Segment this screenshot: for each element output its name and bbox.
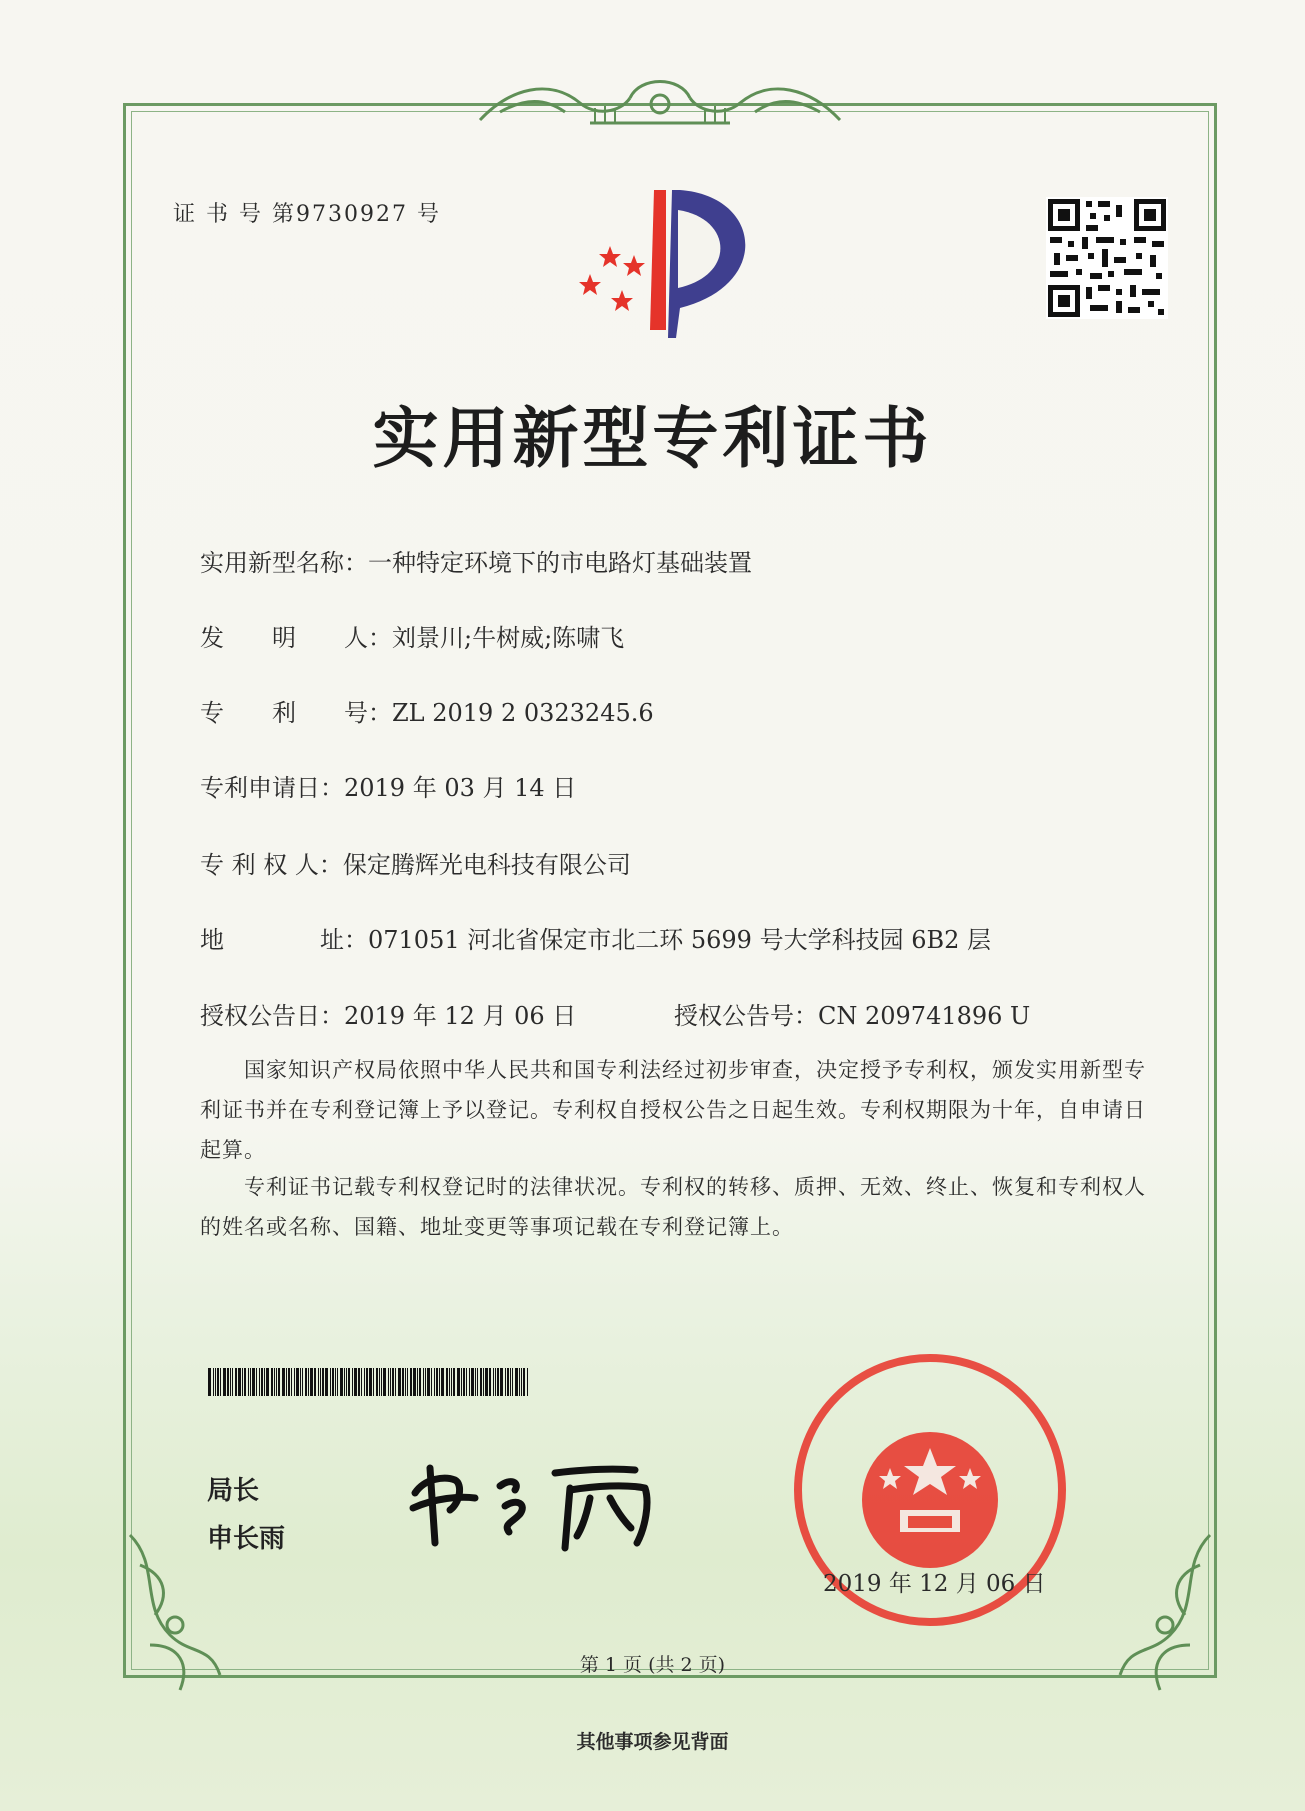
- statement-paragraph-2: 专利证书记载专利权登记时的法律状况。专利权的转移、质押、无效、终止、恢复和专利权人的姓名或名称、国籍、地址变更等事项记载在专利登记簿上。: [200, 1175, 1146, 1239]
- grant-number-value: CN 209741896 U: [818, 1002, 1031, 1030]
- patent-number-label: 专 利 号：: [200, 699, 392, 727]
- grant-date-label: 授权公告日：: [200, 1002, 344, 1030]
- bottom-right-ornament-icon: [1100, 1525, 1220, 1705]
- patentee-row: [200, 845, 631, 880]
- patent-number-value: ZL 2019 2 0323245.6: [392, 699, 654, 727]
- director-name: 申长雨: [207, 1524, 286, 1554]
- address-label: 地 址：: [200, 926, 368, 954]
- patent-number-row: [200, 693, 654, 728]
- grant-number-row: [674, 996, 1030, 1031]
- utility-model-name-value: 一种特定环境下的市电路灯基础装置: [368, 549, 752, 577]
- inventor-row: [200, 618, 624, 653]
- statement-paragraph-1: 国家知识产权局依照中华人民共和国专利法经过初步审查，决定授予专利权，颁发实用新型专利证书并在专利登记簿上予以登记。专利权自授权公告之日起生效。专利权期限为十年，自申请日起算。: [200, 1058, 1146, 1162]
- barcode-icon: [208, 1368, 530, 1396]
- grant-date-value: 2019 年 12 月 06 日: [344, 1002, 577, 1030]
- address-value: 071051 河北省保定市北二环 5699 号大学科技园 6B2 层: [368, 926, 992, 954]
- qr-code-icon: [1046, 197, 1168, 319]
- director-signature-icon: [405, 1448, 685, 1558]
- filing-date-row: [200, 768, 576, 803]
- inventor-value: 刘景川;牛树威;陈啸飞: [392, 624, 625, 652]
- top-ornament-icon: [470, 68, 850, 130]
- director-title: 局长: [207, 1476, 260, 1506]
- seal-date: 2019 年 12 月 06 日: [823, 1571, 1046, 1597]
- patentee-label: 专 利 权 人：: [200, 851, 343, 879]
- utility-model-name-label: 实用新型名称：: [200, 549, 368, 577]
- back-note: 其他事项参见背面: [576, 1731, 729, 1753]
- utility-model-name-row: [200, 543, 752, 578]
- grant-number-label: 授权公告号：: [674, 1002, 818, 1030]
- certificate-title: 实用新型专利证书: [372, 400, 933, 477]
- patentee-value: 保定腾辉光电科技有限公司: [342, 851, 631, 879]
- certificate-number: 证 书 号 第9730927 号: [173, 202, 441, 227]
- page-number: 第 1 页 (共 2 页): [579, 1654, 726, 1676]
- filing-date-value: 2019 年 03 月 14 日: [344, 774, 577, 802]
- filing-date-label: 专利申请日：: [200, 774, 344, 802]
- address-row: [200, 920, 991, 955]
- sipo-logo-icon: [572, 190, 772, 340]
- inventor-label: 发 明 人：: [200, 624, 392, 652]
- grant-date-row: [200, 996, 576, 1031]
